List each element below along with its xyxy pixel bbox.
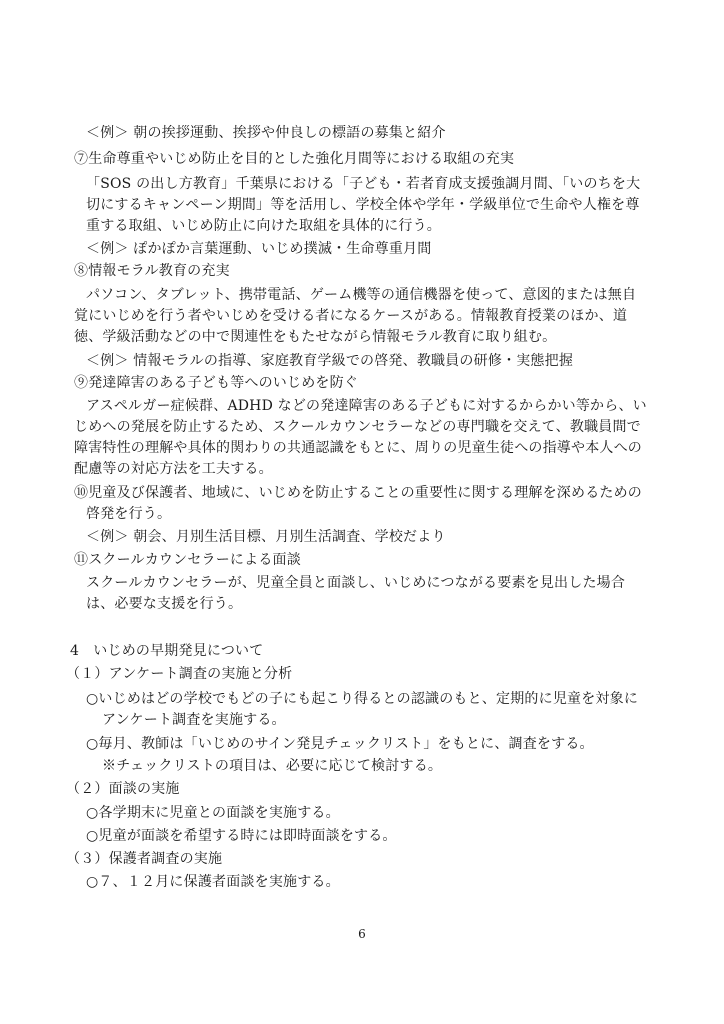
subsection-3-bullet-1: ○７、１２月に保護者面談を実施する。 xyxy=(86,874,340,890)
item-8-body-3: 徳、学級活動などの中で関連性をもたせながら情報モラル教育に取り組む。 xyxy=(74,329,557,345)
item-8-body-2: 覚にいじめを行う者やいじめを受ける者になるケースがある。情報教育授業のほか、道 xyxy=(74,308,628,324)
item-9-heading: ⑨発達障害のある子ども等へのいじめを防ぐ xyxy=(74,375,358,391)
item-11-heading: ⑪スクールカウンセラーによる面談 xyxy=(74,552,301,568)
item-7-body-1: 「SOS の出し方教育」千葉県における「子ども・若者育成支援強調月間、「いのちを大 xyxy=(86,176,641,192)
item-10-heading-1: ⑩児童及び保護者、地域に、いじめを防止することの重要性に関する理解を深めるための xyxy=(74,485,642,501)
subsection-1-bullet-2: ○毎月、教師は「いじめのサイン発見チェックリスト」をもとに、調査をする。 xyxy=(86,736,594,752)
item-8-heading: ⑧情報モラル教育の充実 xyxy=(74,263,230,279)
item-11-body-2: は、必要な支援を行う。 xyxy=(86,596,243,612)
item-7-body-3: 重する取組、いじめ防止に向けた取組を具体的に行う。 xyxy=(86,218,441,234)
subsection-3-heading: （３）保護者調査の実施 xyxy=(66,851,223,867)
section-4-heading: 4 いじめの早期発見について xyxy=(70,643,264,659)
item-7-heading: ⑦生命尊重やいじめ防止を目的とした強化月間等における取組の充実 xyxy=(74,151,515,167)
example-greeting-line: ＜例＞ 朝の挨拶運動、挨拶や仲良しの標語の募集と紹介 xyxy=(86,125,446,141)
subsection-2-heading: （２）面談の実施 xyxy=(66,781,180,797)
subsection-1-note: ※チェックリストの項目は、必要に応じて検討する。 xyxy=(102,758,443,774)
item-9-body-1: アスペルガー症候群、ADHD などの発達障害のある子どもに対するからかい等から、い xyxy=(86,398,647,414)
item-7-body-2: 切にするキャンペーン期間」等を活用し、学校全体や学年・学級単位で生命や人権を尊 xyxy=(86,197,640,213)
item-9-body-4: 配慮等の対応方法を工夫する。 xyxy=(74,461,273,477)
item-9-body-3: 障害特性の理解や具体的関わりの共通認識をもとに、周りの児童生徒への指導や本人への xyxy=(74,440,642,456)
subsection-2-bullet-2: ○児童が面談を希望する時には即時面談をする。 xyxy=(86,828,397,844)
item-7-example: ＜例＞ ぽかぽか言葉運動、いじめ撲滅・生命尊重月間 xyxy=(86,241,432,257)
page-number: 6 xyxy=(358,927,366,941)
item-10-example: ＜例＞ 朝会、月別生活目標、月別生活調査、学校だより xyxy=(86,529,446,545)
item-9-body-2: じめへの発展を防止するため、スクールカウンセラーなどの専門職を交えて、教職員間で xyxy=(74,419,641,435)
subsection-1-heading: （１）アンケート調査の実施と分析 xyxy=(66,666,293,682)
subsection-1-bullet-1b: アンケート調査を実施する。 xyxy=(102,712,286,728)
item-10-heading-2: 啓発を行う。 xyxy=(86,506,172,522)
item-11-body-1: スクールカウンセラーが、児童全員と面談し、いじめにつながる要素を見出した場合 xyxy=(86,575,626,591)
item-8-body-1: パソコン、タブレット、携帯電話、ゲーム機等の通信機器を使って、意図的または無自 xyxy=(86,287,637,303)
subsection-1-bullet-1a: ○いじめはどの学校でもどの子にも起こり得るとの認識のもと、定期的に児童を対象に xyxy=(86,691,639,707)
item-8-example: ＜例＞ 情報モラルの指導、家庭教育学級での啓発、教職員の研修・実態把握 xyxy=(86,353,574,369)
subsection-2-bullet-1: ○各学期末に児童との面談を実施する。 xyxy=(86,805,340,821)
